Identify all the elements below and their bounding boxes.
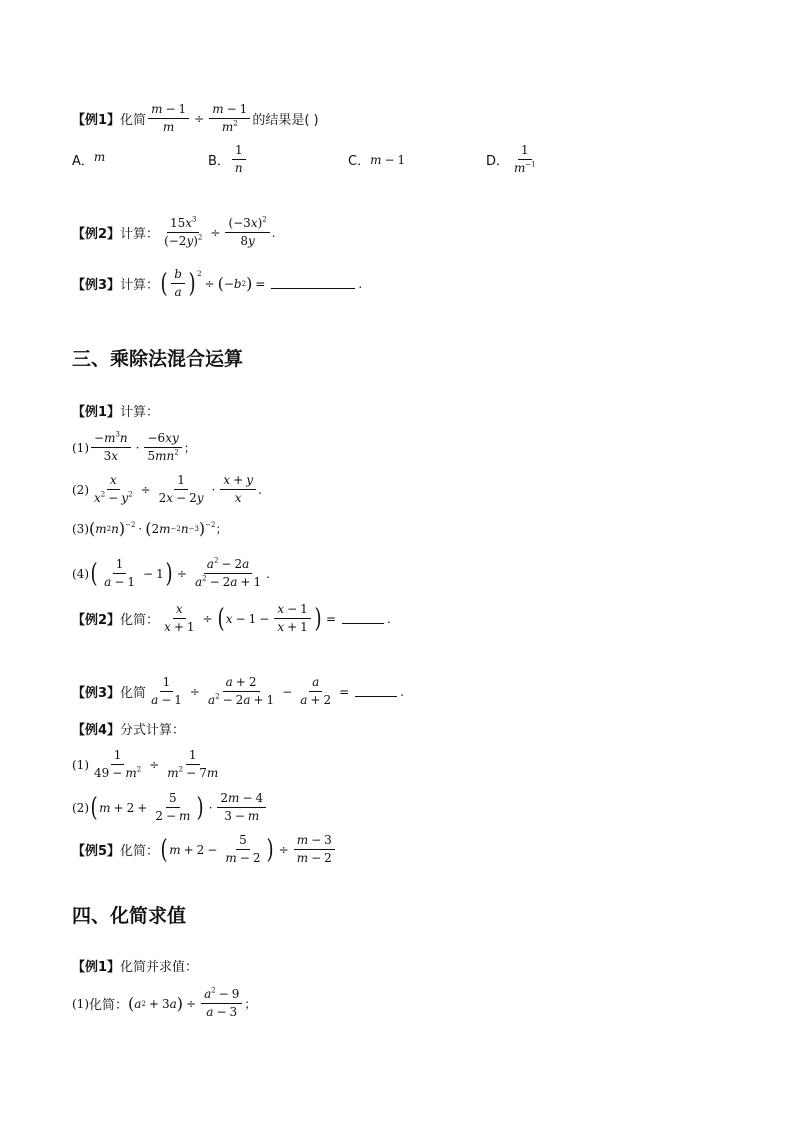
option-label: A． (72, 154, 94, 169)
example-prefix: 计算： (120, 405, 160, 420)
option-label: D． (486, 154, 510, 169)
option-d[interactable]: D． $\frac{1}{m^{-1}}$ (486, 143, 536, 175)
answer-blank[interactable] (355, 686, 397, 697)
problem-4: (4) ( $\frac{1}{a - 1}$ − 1 ) ÷ $\frac{a^2 - 2a}{a^2 - 2a + 1}$ . (72, 556, 270, 589)
problem-2: (2) $\frac{x}{x^2 - y^2}$ ÷ $\frac{1}{2x - 2y}$ · $\frac{x + y}{x}$ . (72, 473, 262, 505)
example-prefix: 化简 (120, 113, 147, 128)
example-1-calc (72, 401, 159, 420)
problem-1: (1) 化简： ( a 2 + 3 a ) ÷ $\frac{a^2 - 9}{a - 3}$ ； (72, 986, 257, 1019)
option-c[interactable]: C． m − 1 (348, 150, 405, 169)
example-label: 【例1】 (72, 113, 121, 128)
example-label: 【例1】 (72, 405, 121, 420)
example-suffix: 的结果是( ) (252, 113, 319, 128)
example-5-simplify: 【例5】 化简： ( m + 2 − $\frac{5}{m - 2}$ ) ÷ $\frac{m - 3}{m - 2}$ (72, 833, 337, 866)
example-prefix: 化简： (120, 844, 160, 859)
section-title: 三、乘除法混合运算 (72, 348, 244, 370)
example-label: 【例2】 (72, 613, 121, 628)
example-label: 【例1】 (72, 960, 121, 975)
fraction: $\frac{m - 1}{m}$ (148, 102, 189, 135)
example-prefix: 计算： (120, 227, 160, 242)
example-label: 【例4】 (72, 723, 121, 738)
section-title: 四、化简求值 (72, 905, 187, 927)
answer-blank[interactable] (342, 613, 384, 624)
option-b[interactable]: B． $\frac{1}{n}$ (208, 143, 248, 176)
example-prefix: 分式计算： (120, 723, 186, 738)
example-prefix: 化简： (120, 613, 160, 628)
problem-3: (3) ( m 2 n ) $^{-2}$ · ( 2 m −2 n −3 ) $^{-2}$ ； (72, 518, 228, 538)
problem-1: (1) $\frac{-m^3n}{3x}$ · $\frac{-6xy}{5mn^2}$ ； (72, 430, 196, 463)
example-prefix: 化简 (120, 686, 147, 701)
example-2-simplify: 【例2】 化简： $\frac{x}{x + 1}$ ÷ ( x − 1 − $\frac{x - 1}{x + 1}$ ) = . (72, 602, 391, 634)
problem-1: (1) $\frac{1}{49 - m^2}$ ÷ $\frac{1}{m^2 - 7m}$ (72, 748, 219, 780)
example-label: 【例3】 (72, 686, 121, 701)
example-prefix: 计算： (120, 278, 160, 293)
example-label: 【例2】 (72, 227, 121, 242)
example-prefix: 化简并求值： (120, 960, 199, 975)
example-3-simplify: 【例3】 化简 $\frac{1}{a - 1}$ ÷ $\frac{a + 2}{a^2 - 2a + 1}$ − $\frac{a}{a + 2}$ = . (72, 675, 404, 707)
example-4-fraction-calc (72, 719, 185, 738)
problem-prefix: 化简： (89, 998, 129, 1013)
answer-blank[interactable] (271, 278, 355, 289)
example-3-calc: 【例3】 计算： ( $\frac{b}{a}$ ) $^2$ ÷ ( − b 2 ) = . (72, 267, 363, 299)
example-label: 【例5】 (72, 844, 121, 859)
option-a[interactable]: A． m (72, 149, 106, 169)
example-1-simplify-evaluate (72, 956, 198, 975)
option-label: C． (348, 154, 371, 169)
fraction: $\frac{m - 1}{m^2}$ (209, 102, 250, 135)
example-label: 【例3】 (72, 278, 121, 293)
option-label: B． (208, 154, 230, 169)
example-1-simplify: 【例1】 化简 $\frac{m - 1}{m}$ ÷ $\frac{m - 1}{m^2}$ 的结果是( ) (72, 102, 319, 134)
example-2-calc: 【例2】 计算： $\frac{15x^3}{(-2y)^2}$ ÷ $\frac{(-3x)^2}{8y}$ . (72, 215, 276, 248)
problem-2: (2) ( m + 2 + $\frac{5}{2 - m}$ ) · $\frac{2m - 4}{3 - m}$ (72, 791, 268, 824)
